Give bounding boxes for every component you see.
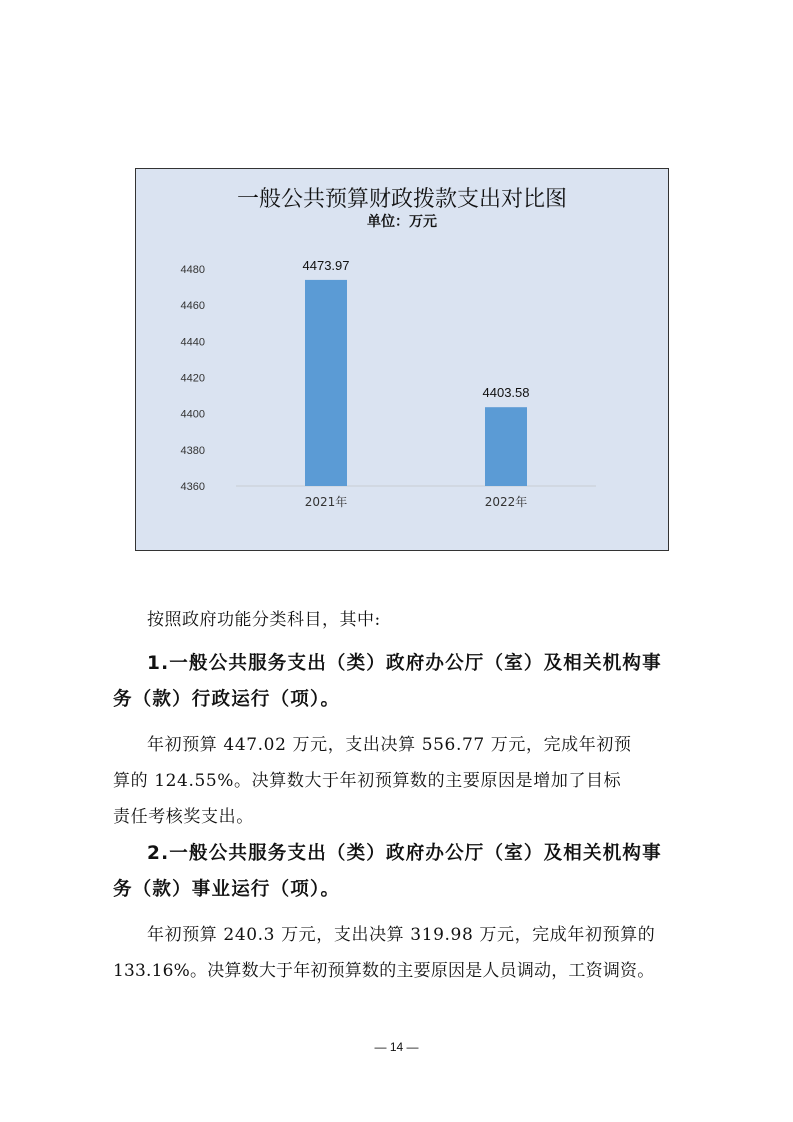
bar-value-label: 4473.97 — [302, 257, 350, 273]
section1-heading-line1: 1.一般公共服务支出（类）政府办公厅（室）及相关机构事 — [147, 653, 662, 674]
bar — [485, 407, 527, 486]
bar-chart — [136, 169, 668, 550]
x-tick-label: 2022年 — [484, 495, 528, 509]
section1-body-line2: 算的 124.55%。决算数大于年初预算数的主要原因是增加了目标 — [113, 771, 622, 791]
section2-body-line1: 年初预算 240.3 万元，支出决算 319.98 万元，完成年初预算的 — [147, 925, 656, 945]
section1-body-line1: 年初预算 447.02 万元，支出决算 556.77 万元，完成年初预 — [147, 735, 632, 755]
chart-subtitle: 单位：万元 — [367, 214, 437, 230]
chart-title: 一般公共预算财政拨款支出对比图 — [236, 187, 567, 212]
section2-heading-line2: 务（款）事业运行（项）。 — [113, 879, 341, 900]
page-number: — 14 — — [374, 1040, 419, 1054]
y-tick-label: 4400 — [180, 408, 205, 421]
intro-paragraph: 按照政府功能分类科目，其中: — [147, 610, 381, 630]
y-tick-label: 4420 — [180, 372, 205, 385]
y-tick-label: 4440 — [180, 336, 205, 349]
x-tick-label: 2021年 — [304, 495, 348, 509]
section1-heading-line2: 务（款）行政运行（项）。 — [113, 689, 341, 710]
y-tick-label: 4360 — [180, 481, 205, 493]
y-tick-label: 4460 — [180, 300, 205, 313]
section2-body-line2: 133.16%。决算数大于年初预算数的主要原因是人员调动，工资调资。 — [113, 961, 655, 981]
bar-value-label: 4403.58 — [482, 385, 530, 401]
section1-body-line3: 责任考核奖支出。 — [113, 807, 254, 827]
chart-container — [135, 168, 669, 551]
section2-heading-line1: 2.一般公共服务支出（类）政府办公厅（室）及相关机构事 — [147, 843, 662, 864]
y-tick-label: 4480 — [180, 264, 205, 276]
bar — [305, 280, 347, 486]
y-tick-label: 4380 — [180, 444, 205, 457]
